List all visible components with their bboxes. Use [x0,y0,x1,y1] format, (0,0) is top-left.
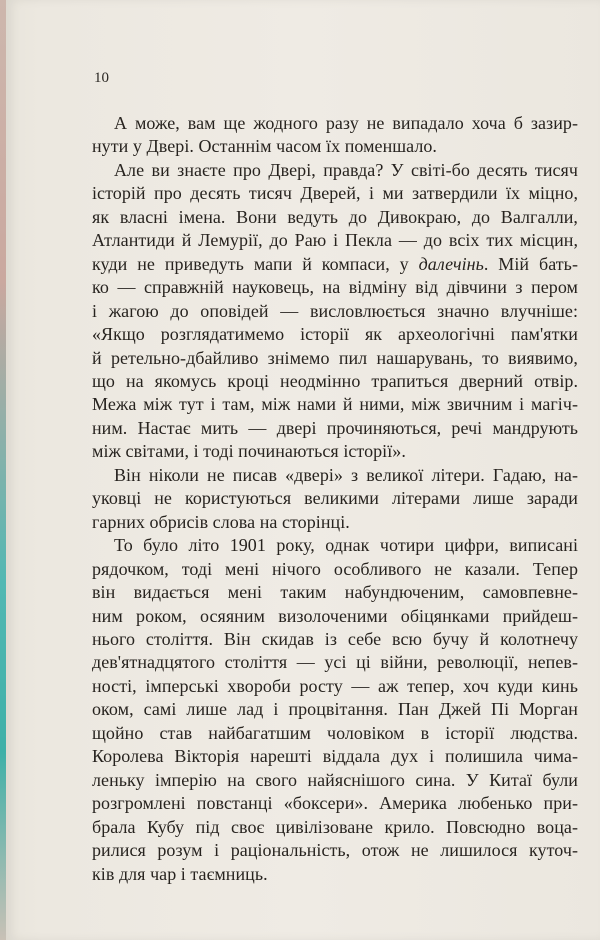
text-line: Королева Вікторія нарешті віддала дух і полишила чима- [92,746,578,767]
text-segment: . Мій бать- [483,253,578,274]
text-line: між світами, і тоді починаються історії». [92,441,406,462]
text-line: гарних обрисів слова на сторінці. [92,511,350,532]
paragraph-1 [92,112,578,159]
paragraph-3 [92,464,578,534]
text-line-with-italic [92,253,578,276]
text-line: ків для чар і таємниць. [92,863,268,884]
text-line: Він ніколи не писав «двері» з великої літери. Гадаю, на- [114,464,578,485]
text-line: леньку імперію на свого найяснішого сина. У Китаї були [92,769,578,790]
text-line: нього століття. Він скидав із себе всю бучу й колотнечу [92,628,578,649]
text-line: і жагою до оповідей — висловлюється значно влучніше: [92,300,578,321]
text-line: ним роком, осяяним визолоченими обіцянками прийдеш- [92,605,578,626]
italic-word: далечінь [418,253,484,274]
text-line: Атлантиди й Лемурії, до Раю і Пекла — до всіх тих місцин, [92,230,578,251]
text-line: брала Кубу під своє цивілізоване крило. Повсюдно воца- [92,816,578,837]
paragraph-2 [92,159,578,464]
paragraph-4 [92,534,578,886]
text-line: ним. Настає мить — двері прочиняються, речі мандрують [92,417,578,438]
body-text [92,112,578,886]
text-line: ко — справжній науковець, на відміну від дівчини з пером [92,277,578,298]
text-line: розгромлені повстанці «боксери». Америка любенько при- [92,793,578,814]
text-line: рилися розум і раціональність, отож не лишилося куточ- [92,840,578,861]
text-line: А може, вам ще жодного разу не випадало хоча б зазир- [114,113,578,133]
text-line: як власні імена. Вони ведуть до Дивокраю, до Валгалли, [92,206,578,227]
page-number: 10 [94,70,109,86]
text-line: уковці не користуються великими літерами лише заради [92,488,578,509]
text-line: Межа між тут і там, між нами й ними, між звичним і магіч- [92,394,578,415]
text-line: ності, імперські хвороби росту — аж тепер, хоч куди кинь [92,675,578,696]
text-line: й ретельно-дбайливо знімемо пил нашарувань, то виявимо, [92,347,578,368]
text-line: історій про десять тисяч Дверей, і ми затвердили їх міцно, [92,183,578,204]
text-line: він видається мені таким набундюченим, самовпевне- [92,582,578,603]
text-line: То було літо 1901 року, однак чотири цифри, виписані [114,535,578,556]
text-line: дев'ятнадцятого століття — усі ці війни, революції, непев- [92,652,578,673]
book-page [6,0,600,940]
text-line: «Якщо розглядатимемо історії як археологічні пам'ятки [92,324,578,345]
text-line: що на якомусь кроці неодмінно трапиться дверний отвір. [92,370,578,391]
text-segment: куди не приведуть мапи й компаси, у [92,253,419,274]
text-line: оком, самі лише лад і процвітання. Пан Джей Пі Морган [92,699,578,720]
text-line: рядочком, тоді мені нічого особливого не казали. Тепер [92,558,578,579]
text-line: щойно став найбагатшим чоловіком в історії людства. [92,722,578,743]
text-line: нути у Двері. Останнім часом їх поменшало. [92,136,437,157]
text-line: Але ви знаєте про Двері, правда? У світі-бо десять тисяч [114,159,578,180]
